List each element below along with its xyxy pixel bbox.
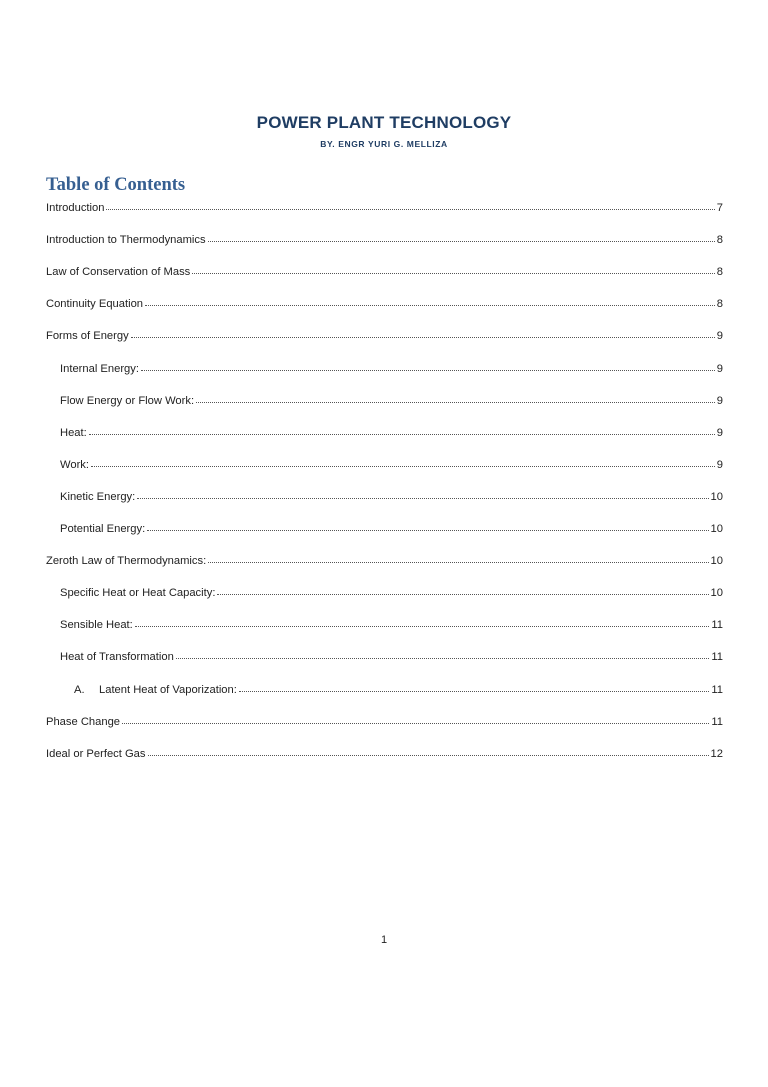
toc-heading: Table of Contents xyxy=(46,175,186,195)
toc-entry-label: Specific Heat or Heat Capacity: xyxy=(60,587,216,600)
toc-entry[interactable] xyxy=(46,329,723,345)
toc-entry-label: Ideal or Perfect Gas xyxy=(46,747,146,760)
toc-dot-leader xyxy=(89,425,715,435)
toc-entry-label: Zeroth Law of Thermodynamics: xyxy=(46,555,207,568)
toc-entry[interactable] xyxy=(46,297,723,313)
toc-entry[interactable] xyxy=(60,490,723,506)
toc-entry[interactable] xyxy=(60,522,723,538)
toc-entry-label: Flow Energy or Flow Work: xyxy=(60,394,195,407)
toc-entry[interactable] xyxy=(74,683,723,699)
toc-entry-page: 8 xyxy=(716,266,723,279)
toc-dot-leader xyxy=(196,393,715,403)
toc-entry[interactable] xyxy=(60,458,723,474)
toc-entry-page: 10 xyxy=(710,555,723,568)
toc-entry-label: Law of Conservation of Mass xyxy=(46,266,191,279)
toc-entry-page: 8 xyxy=(716,234,723,247)
toc-entry-label: Work: xyxy=(60,458,90,471)
toc-entry[interactable] xyxy=(46,554,723,570)
toc-entry[interactable] xyxy=(60,426,723,442)
toc-entry-label: Heat: xyxy=(60,426,87,439)
toc-dot-leader xyxy=(106,200,714,210)
toc-entry[interactable] xyxy=(46,715,723,731)
toc-entry-label: Introduction to Thermodynamics xyxy=(46,234,206,247)
toc-entry[interactable] xyxy=(46,747,723,763)
toc-dot-leader xyxy=(239,682,710,692)
toc-entry-label: Phase Change xyxy=(46,715,121,728)
toc-dot-leader xyxy=(91,457,715,467)
toc-entry-page: 9 xyxy=(716,362,723,375)
toc-entry[interactable] xyxy=(60,394,723,410)
toc-entry-page: 11 xyxy=(711,651,723,664)
toc-dot-leader xyxy=(145,296,715,306)
toc-dot-leader xyxy=(147,521,708,531)
toc-entry[interactable] xyxy=(46,201,723,217)
document-author: BY. ENGR YURI G. MELLIZA xyxy=(320,139,448,149)
toc-entry[interactable] xyxy=(46,265,723,281)
toc-dot-leader xyxy=(192,264,715,274)
toc-entry-label: Sensible Heat: xyxy=(60,619,133,632)
toc-entry-page: 10 xyxy=(710,587,723,600)
toc-entry-page: 9 xyxy=(716,426,723,439)
toc-dot-leader xyxy=(148,746,709,756)
toc-entry-label: Continuity Equation xyxy=(46,298,144,311)
toc-entry-page: 11 xyxy=(711,619,723,632)
toc-dot-leader xyxy=(135,617,710,627)
toc-dot-leader xyxy=(208,232,715,242)
page-number: 1 xyxy=(380,934,388,946)
toc-entry[interactable] xyxy=(60,362,723,378)
toc-entry[interactable] xyxy=(46,233,723,249)
toc-entry-page: 9 xyxy=(716,330,723,343)
toc-entry[interactable] xyxy=(60,650,723,666)
toc-entry-page: 12 xyxy=(710,747,723,760)
toc-entry[interactable] xyxy=(60,618,723,634)
toc-entry-page: 9 xyxy=(716,458,723,471)
toc-entry-page: 11 xyxy=(711,715,723,728)
toc-entry-page: 9 xyxy=(716,394,723,407)
toc-dot-leader xyxy=(137,489,708,499)
toc-entry-page: 10 xyxy=(710,523,723,535)
toc-dot-leader xyxy=(131,328,715,338)
toc-dot-leader xyxy=(176,649,710,659)
toc-dot-leader xyxy=(141,361,715,371)
toc-entry-label: Forms of Energy xyxy=(46,330,129,343)
toc-entry-page: 10 xyxy=(710,490,723,503)
toc-entry-page: 8 xyxy=(716,298,723,311)
toc-dot-leader xyxy=(217,585,708,595)
toc-entry-label: Heat of Transformation xyxy=(60,651,174,664)
toc-entry-label: Latent Heat of Vaporization: xyxy=(99,683,237,696)
toc-entry-label: Kinetic Energy: xyxy=(60,490,136,503)
toc-dot-leader xyxy=(208,553,708,563)
toc-entry[interactable] xyxy=(60,586,723,602)
toc-dot-leader xyxy=(122,714,709,724)
toc-entry-number: A. xyxy=(74,683,85,696)
toc-entry-page: 11 xyxy=(711,683,723,696)
toc-entry-label: Internal Energy: xyxy=(60,362,139,375)
toc-entry-page: 7 xyxy=(716,202,723,214)
toc-entry-label: Potential Energy: xyxy=(60,523,146,535)
toc-entry-label: Introduction xyxy=(46,202,105,214)
document-title: POWER PLANT TECHNOLOGY xyxy=(256,113,512,132)
